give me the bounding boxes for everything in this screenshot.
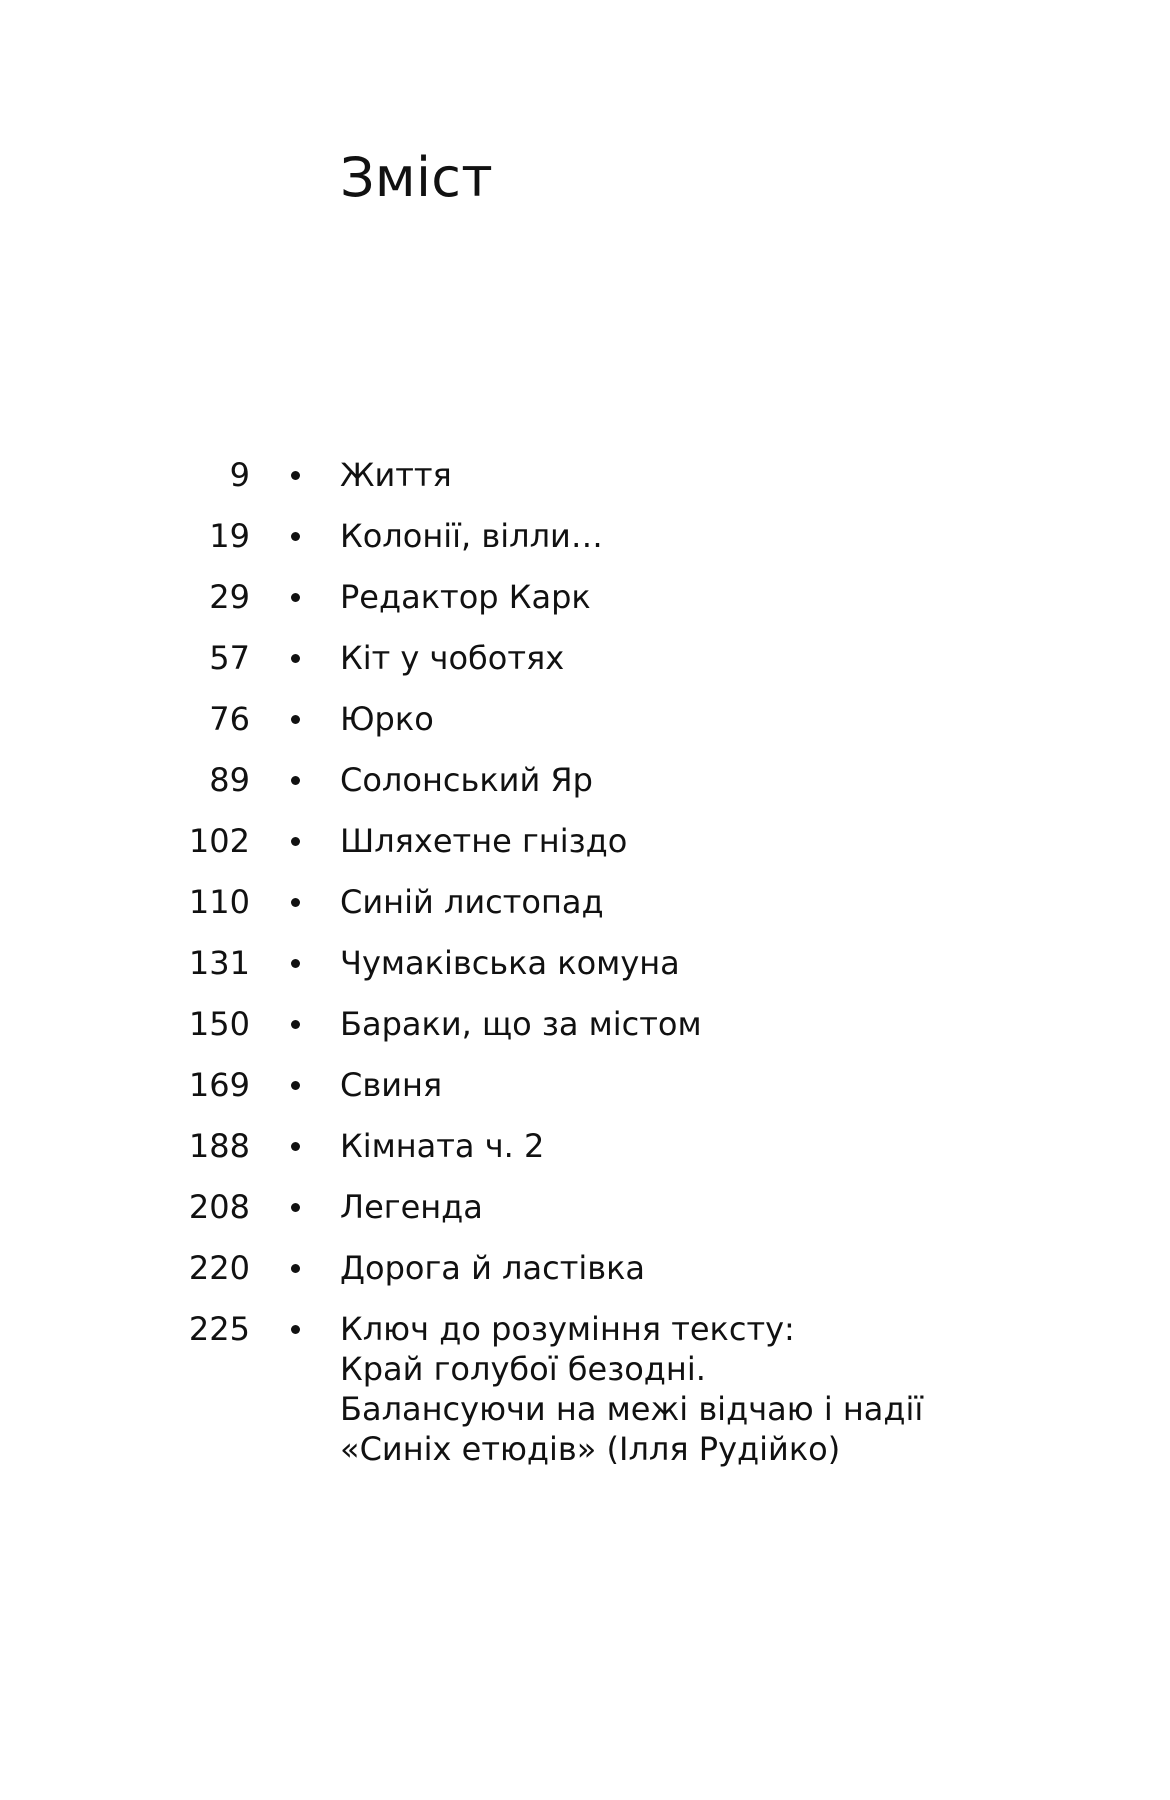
bullet-icon (291, 1020, 300, 1029)
bullet-icon (291, 776, 300, 785)
toc-entry (0, 1065, 1170, 1126)
bullet-icon (291, 593, 300, 602)
toc-entry-title-line: Балансуючи на межі відчаю і надії (340, 1390, 924, 1428)
bullet-icon (291, 837, 300, 846)
toc-entry (0, 1004, 1170, 1065)
toc-entry-title-line: Край голубої безодні. (340, 1350, 706, 1388)
bullet-icon (291, 654, 300, 663)
toc-page-number: 188 (188, 1127, 250, 1165)
toc-entry-title: Колонії, вілли… (340, 517, 603, 555)
toc-page-number: 9 (229, 456, 250, 494)
toc-page-number: 169 (188, 1066, 250, 1104)
toc-entry (0, 516, 1170, 577)
toc-page-number: 225 (188, 1310, 250, 1348)
toc-entry-title: Редактор Карк (340, 578, 591, 616)
toc-page-number: 208 (188, 1188, 250, 1226)
toc-entry-title: Кімната ч. 2 (340, 1127, 545, 1165)
bullet-icon (291, 532, 300, 541)
toc-page-number: 102 (188, 822, 250, 860)
toc-entry (0, 577, 1170, 638)
toc-entry (0, 455, 1170, 516)
bullet-icon (291, 1203, 300, 1212)
toc-entry (0, 699, 1170, 760)
toc-entry (0, 638, 1170, 699)
toc-entry-title: Синій листопад (340, 883, 604, 921)
toc-entry (0, 821, 1170, 882)
toc-entry-title: Бараки, що за містом (340, 1005, 702, 1043)
toc-entry-title: Шляхетне гніздо (340, 822, 628, 860)
bullet-icon (291, 1325, 300, 1334)
toc-entry-title: Чумаківська комуна (340, 944, 680, 982)
toc-entry-title: Легенда (340, 1188, 483, 1226)
toc-entry-title: Юрко (340, 700, 434, 738)
toc-entry-title-line: Ключ до розуміння тексту: (340, 1310, 795, 1348)
toc-page-number: 19 (209, 517, 250, 555)
toc-entry-title: Солонський Яр (340, 761, 593, 799)
toc-page-number: 110 (188, 883, 250, 921)
bullet-icon (291, 1081, 300, 1090)
bullet-icon (291, 1142, 300, 1151)
table-of-contents (0, 455, 1170, 1469)
bullet-icon (291, 959, 300, 968)
toc-page-number: 89 (209, 761, 250, 799)
toc-entry (0, 760, 1170, 821)
toc-page-number: 150 (188, 1005, 250, 1043)
toc-page-number: 220 (188, 1249, 250, 1287)
page-title: Зміст (340, 146, 494, 209)
toc-page-number: 57 (209, 639, 250, 677)
toc-entry (0, 1248, 1170, 1309)
toc-page-number: 29 (209, 578, 250, 616)
toc-entry-afterword (0, 1309, 1170, 1469)
bullet-icon (291, 715, 300, 724)
toc-entry-title (340, 1309, 1170, 1469)
bullet-icon (291, 471, 300, 480)
toc-entry (0, 882, 1170, 943)
bullet-icon (291, 898, 300, 907)
toc-entry-title: Свиня (340, 1066, 443, 1104)
toc-entry-title: Дорога й ластівка (340, 1249, 646, 1287)
toc-page-number: 76 (209, 700, 250, 738)
toc-entry-title: Кіт у чоботях (340, 639, 565, 677)
toc-page-number: 131 (188, 944, 250, 982)
toc-entry (0, 1187, 1170, 1248)
toc-entry-title-line: «Синіх етюдів» (Ілля Рудійко) (340, 1430, 841, 1468)
toc-entry (0, 943, 1170, 1004)
toc-entry (0, 1126, 1170, 1187)
bullet-icon (291, 1264, 300, 1273)
toc-entry-title: Життя (340, 456, 452, 494)
